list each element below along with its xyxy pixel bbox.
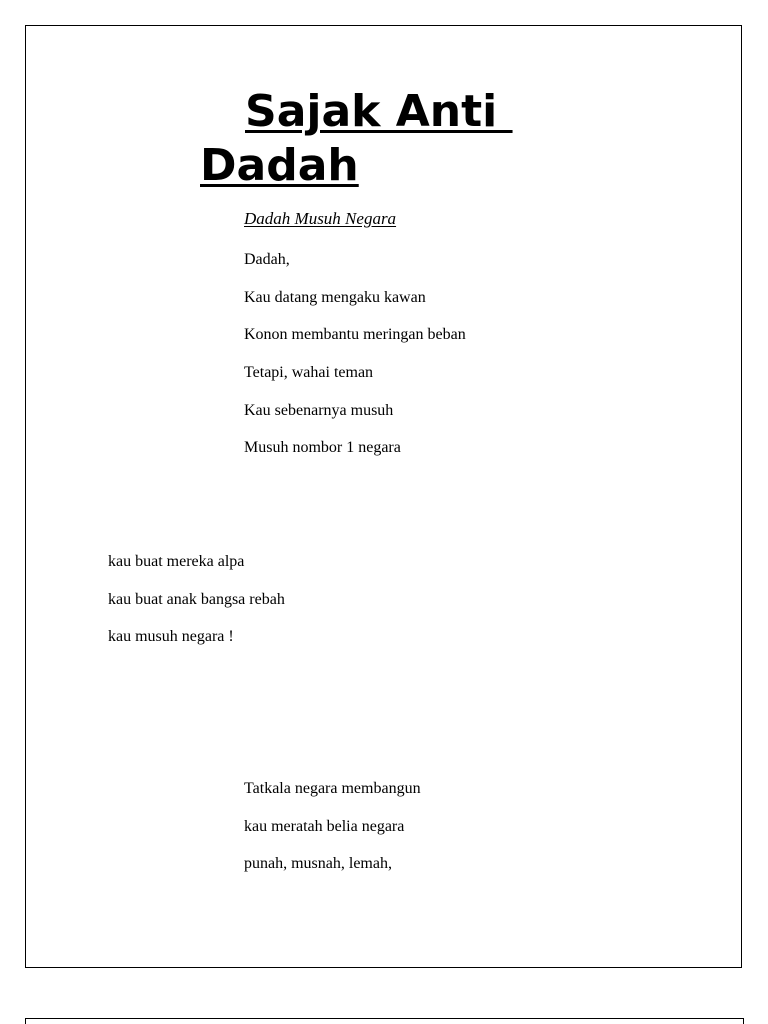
stanza-1 [244,250,466,476]
poem-title-line-1: Sajak Anti [245,86,513,137]
poem-line: Tatkala negara membangun [244,780,421,797]
poem-title-line-2: Dadah [200,140,359,191]
poem-line: punah, musnah, lemah, [244,855,392,873]
next-page-edge [25,1018,744,1024]
poem-line: kau buat anak bangsa rebah [108,590,285,608]
poem-line: Kau sebenarnya musuh [244,401,394,419]
document-page [25,25,742,968]
poem-subtitle: Dadah Musuh Negara [244,209,397,228]
poem-line: Tetapi, wahai teman [244,364,374,382]
poem-line: kau buat mereka alpa [108,553,245,570]
poem-line: Kau datang mengaku kawan [244,288,426,306]
stanza-2 [108,552,285,665]
poem-line: kau meratah belia negara [244,817,405,835]
poem-line: Dadah, [244,251,290,268]
poem-line: Konon membantu meringan beban [244,326,466,344]
poem-line: kau musuh negara ! [108,628,234,646]
stanza-3 [244,779,421,892]
poem-line: Musuh nombor 1 negara [244,439,401,457]
